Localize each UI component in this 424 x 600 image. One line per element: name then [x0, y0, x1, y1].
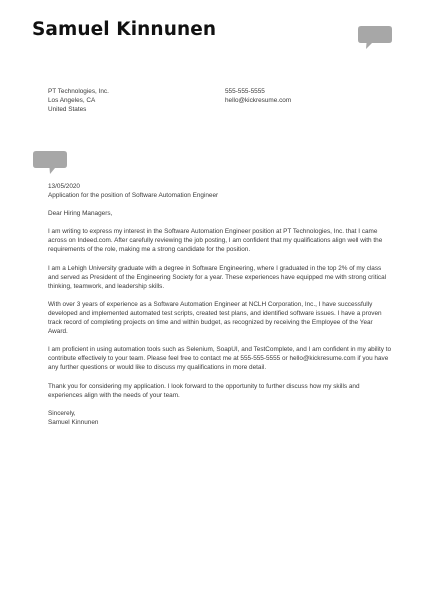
- letter-paragraph: I am writing to express my interest in the Software Automation Engineer position at PT Technologies, Inc. that I came across on Indeed.com. After carefully reviewing the job posting, I am confident that my qualifications align well with the requirements of the role, making me a strong candidate for the position.: [48, 228, 383, 254]
- recipient-company: PT Technologies, Inc.: [48, 88, 109, 95]
- letter-paragraph: I am a Lehigh University graduate with a degree in Software Engineering, where I graduated in the top 2% of my class and served as President of the Engineering Society for a year. These experiences have equipped me with strong critical thinking, teamwork, and leadership skills.: [48, 264, 387, 290]
- letter-closing: Sincerely,: [48, 409, 76, 417]
- recipient-city: Los Angeles, CA: [48, 97, 96, 104]
- letter-subject: Application for the position of Software Automation Engineer: [48, 192, 219, 200]
- letter-signoff: [48, 409, 393, 427]
- letter-greeting: Dear Hiring Managers,: [48, 210, 113, 218]
- letter-paragraph: I am proficient in using automation tools such as Selenium, SoapUI, and TestComplete, and I am confident in my ability to contribute effectively to your team. Please feel free to contact me at 555-555-5555 or hello@kickresume.com if you have any further questions or would like to discuss my qualifications in more detail.: [48, 346, 392, 372]
- applicant-name: Samuel Kinnunen: [32, 19, 217, 40]
- letter-paragraph: With over 3 years of experience as a Software Automation Engineer at NCLH Corporation, Inc., I have successfully developed and implemented automated test scripts, created test plans, and identified software issues. I have a proven track record of completing projects on time and within budget, as recognized by receiving the Employee of the Year Award.: [48, 300, 382, 336]
- recipient-address: [48, 87, 109, 114]
- letter-body: [48, 182, 393, 427]
- sender-phone: 555-555-5555: [225, 88, 265, 95]
- letter-date: 13/05/2020: [48, 183, 80, 190]
- sender-contact: [225, 87, 291, 105]
- speech-bubble-icon: [358, 26, 392, 50]
- letter-signature: Samuel Kinnunen: [48, 418, 99, 426]
- speech-bubble-icon: [33, 151, 67, 175]
- recipient-country: United States: [48, 106, 87, 113]
- sender-email: hello@kickresume.com: [225, 97, 292, 104]
- letter-paragraph: Thank you for considering my application. I look forward to the opportunity to further discuss how my skills and experiences align with the needs of your team.: [48, 382, 360, 399]
